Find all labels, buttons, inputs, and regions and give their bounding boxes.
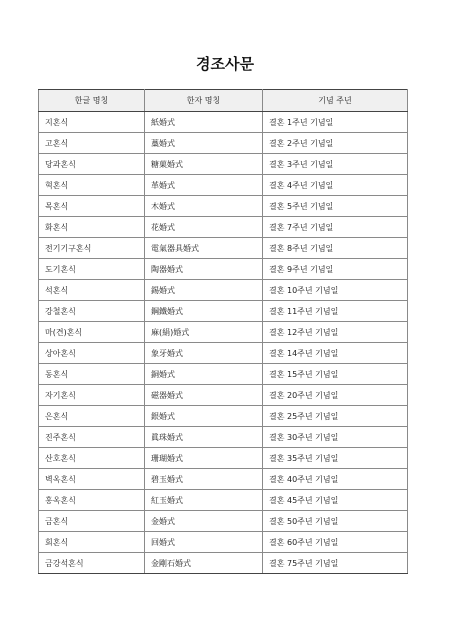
anniversary-cell: 결혼 30주년 기념일 [263, 427, 408, 448]
hanja-name-cell: 紅玉婚式 [145, 490, 263, 511]
table-row [39, 301, 408, 322]
korean-name-cell: 벽옥혼식 [39, 469, 145, 490]
table-row [39, 364, 408, 385]
table-row [39, 196, 408, 217]
hanja-name-cell: 回婚式 [145, 532, 263, 553]
table-row [39, 133, 408, 154]
hanja-name-cell: 糖菓婚式 [145, 154, 263, 175]
korean-name-cell: 홍옥혼식 [39, 490, 145, 511]
korean-name-cell: 마(견)혼식 [39, 322, 145, 343]
korean-name-cell: 금혼식 [39, 511, 145, 532]
anniversary-cell: 결혼 14주년 기념일 [263, 343, 408, 364]
hanja-name-cell: 陶器婚式 [145, 259, 263, 280]
table-row [39, 280, 408, 301]
hanja-name-cell: 麻(絹)婚式 [145, 322, 263, 343]
korean-name-cell: 금강석혼식 [39, 553, 145, 574]
anniversary-cell: 결혼 9주년 기념일 [263, 259, 408, 280]
korean-name-cell: 자기혼식 [39, 385, 145, 406]
anniversary-cell: 결혼 7주년 기념일 [263, 217, 408, 238]
hanja-name-cell: 革婚式 [145, 175, 263, 196]
anniversary-cell: 결혼 60주년 기념일 [263, 532, 408, 553]
korean-name-cell: 은혼식 [39, 406, 145, 427]
anniversary-cell: 결혼 11주년 기념일 [263, 301, 408, 322]
table-row [39, 532, 408, 553]
korean-name-cell: 석혼식 [39, 280, 145, 301]
header-hanja-name: 한자 명칭 [145, 90, 263, 112]
korean-name-cell: 고혼식 [39, 133, 145, 154]
table-row [39, 217, 408, 238]
table-row [39, 406, 408, 427]
hanja-name-cell: 磁器婚式 [145, 385, 263, 406]
table-row [39, 553, 408, 574]
table-row [39, 238, 408, 259]
table-row [39, 427, 408, 448]
anniversary-cell: 결혼 25주년 기념일 [263, 406, 408, 427]
hanja-name-cell: 眞珠婚式 [145, 427, 263, 448]
table-row [39, 511, 408, 532]
korean-name-cell: 전기기구혼식 [39, 238, 145, 259]
korean-name-cell: 강철혼식 [39, 301, 145, 322]
header-anniversary: 기념 주년 [263, 90, 408, 112]
anniversary-cell: 결혼 1주년 기념일 [263, 112, 408, 133]
hanja-name-cell: 花婚式 [145, 217, 263, 238]
table-row [39, 112, 408, 133]
table-header-row [39, 90, 408, 112]
table-row [39, 343, 408, 364]
anniversary-cell: 결혼 5주년 기념일 [263, 196, 408, 217]
hanja-name-cell: 碧玉婚式 [145, 469, 263, 490]
anniversary-cell: 결혼 2주년 기념일 [263, 133, 408, 154]
hanja-name-cell: 銀婚式 [145, 406, 263, 427]
hanja-name-cell: 珊瑚婚式 [145, 448, 263, 469]
korean-name-cell: 동혼식 [39, 364, 145, 385]
anniversary-cell: 결혼 4주년 기념일 [263, 175, 408, 196]
hanja-name-cell: 鋼鐵婚式 [145, 301, 263, 322]
korean-name-cell: 혁혼식 [39, 175, 145, 196]
anniversary-cell: 결혼 3주년 기념일 [263, 154, 408, 175]
table-row [39, 469, 408, 490]
anniversary-cell: 결혼 50주년 기념일 [263, 511, 408, 532]
anniversary-cell: 결혼 40주년 기념일 [263, 469, 408, 490]
hanja-name-cell: 銅婚式 [145, 364, 263, 385]
hanja-name-cell: 紙婚式 [145, 112, 263, 133]
anniversary-table [38, 89, 408, 574]
korean-name-cell: 당과혼식 [39, 154, 145, 175]
korean-name-cell: 도기혼식 [39, 259, 145, 280]
table-row [39, 175, 408, 196]
anniversary-cell: 결혼 8주년 기념일 [263, 238, 408, 259]
anniversary-cell: 결혼 12주년 기념일 [263, 322, 408, 343]
anniversary-cell: 결혼 20주년 기념일 [263, 385, 408, 406]
header-korean-name: 한글 명칭 [39, 90, 145, 112]
page-title: 경조사문 [196, 55, 254, 73]
hanja-name-cell: 藁婚式 [145, 133, 263, 154]
hanja-name-cell: 電氣器具婚式 [145, 238, 263, 259]
anniversary-cell: 결혼 45주년 기념일 [263, 490, 408, 511]
korean-name-cell: 상아혼식 [39, 343, 145, 364]
table-row [39, 322, 408, 343]
hanja-name-cell: 金婚式 [145, 511, 263, 532]
hanja-name-cell: 錫婚式 [145, 280, 263, 301]
anniversary-cell: 결혼 75주년 기념일 [263, 553, 408, 574]
anniversary-cell: 결혼 10주년 기념일 [263, 280, 408, 301]
hanja-name-cell: 金剛石婚式 [145, 553, 263, 574]
table-row [39, 448, 408, 469]
korean-name-cell: 목혼식 [39, 196, 145, 217]
korean-name-cell: 회혼식 [39, 532, 145, 553]
table-row [39, 385, 408, 406]
korean-name-cell: 산호혼식 [39, 448, 145, 469]
table-row [39, 259, 408, 280]
anniversary-cell: 결혼 35주년 기념일 [263, 448, 408, 469]
table-row [39, 490, 408, 511]
korean-name-cell: 진주혼식 [39, 427, 145, 448]
anniversary-cell: 결혼 15주년 기념일 [263, 364, 408, 385]
hanja-name-cell: 象牙婚式 [145, 343, 263, 364]
hanja-name-cell: 木婚式 [145, 196, 263, 217]
table-row [39, 154, 408, 175]
korean-name-cell: 화혼식 [39, 217, 145, 238]
korean-name-cell: 지혼식 [39, 112, 145, 133]
